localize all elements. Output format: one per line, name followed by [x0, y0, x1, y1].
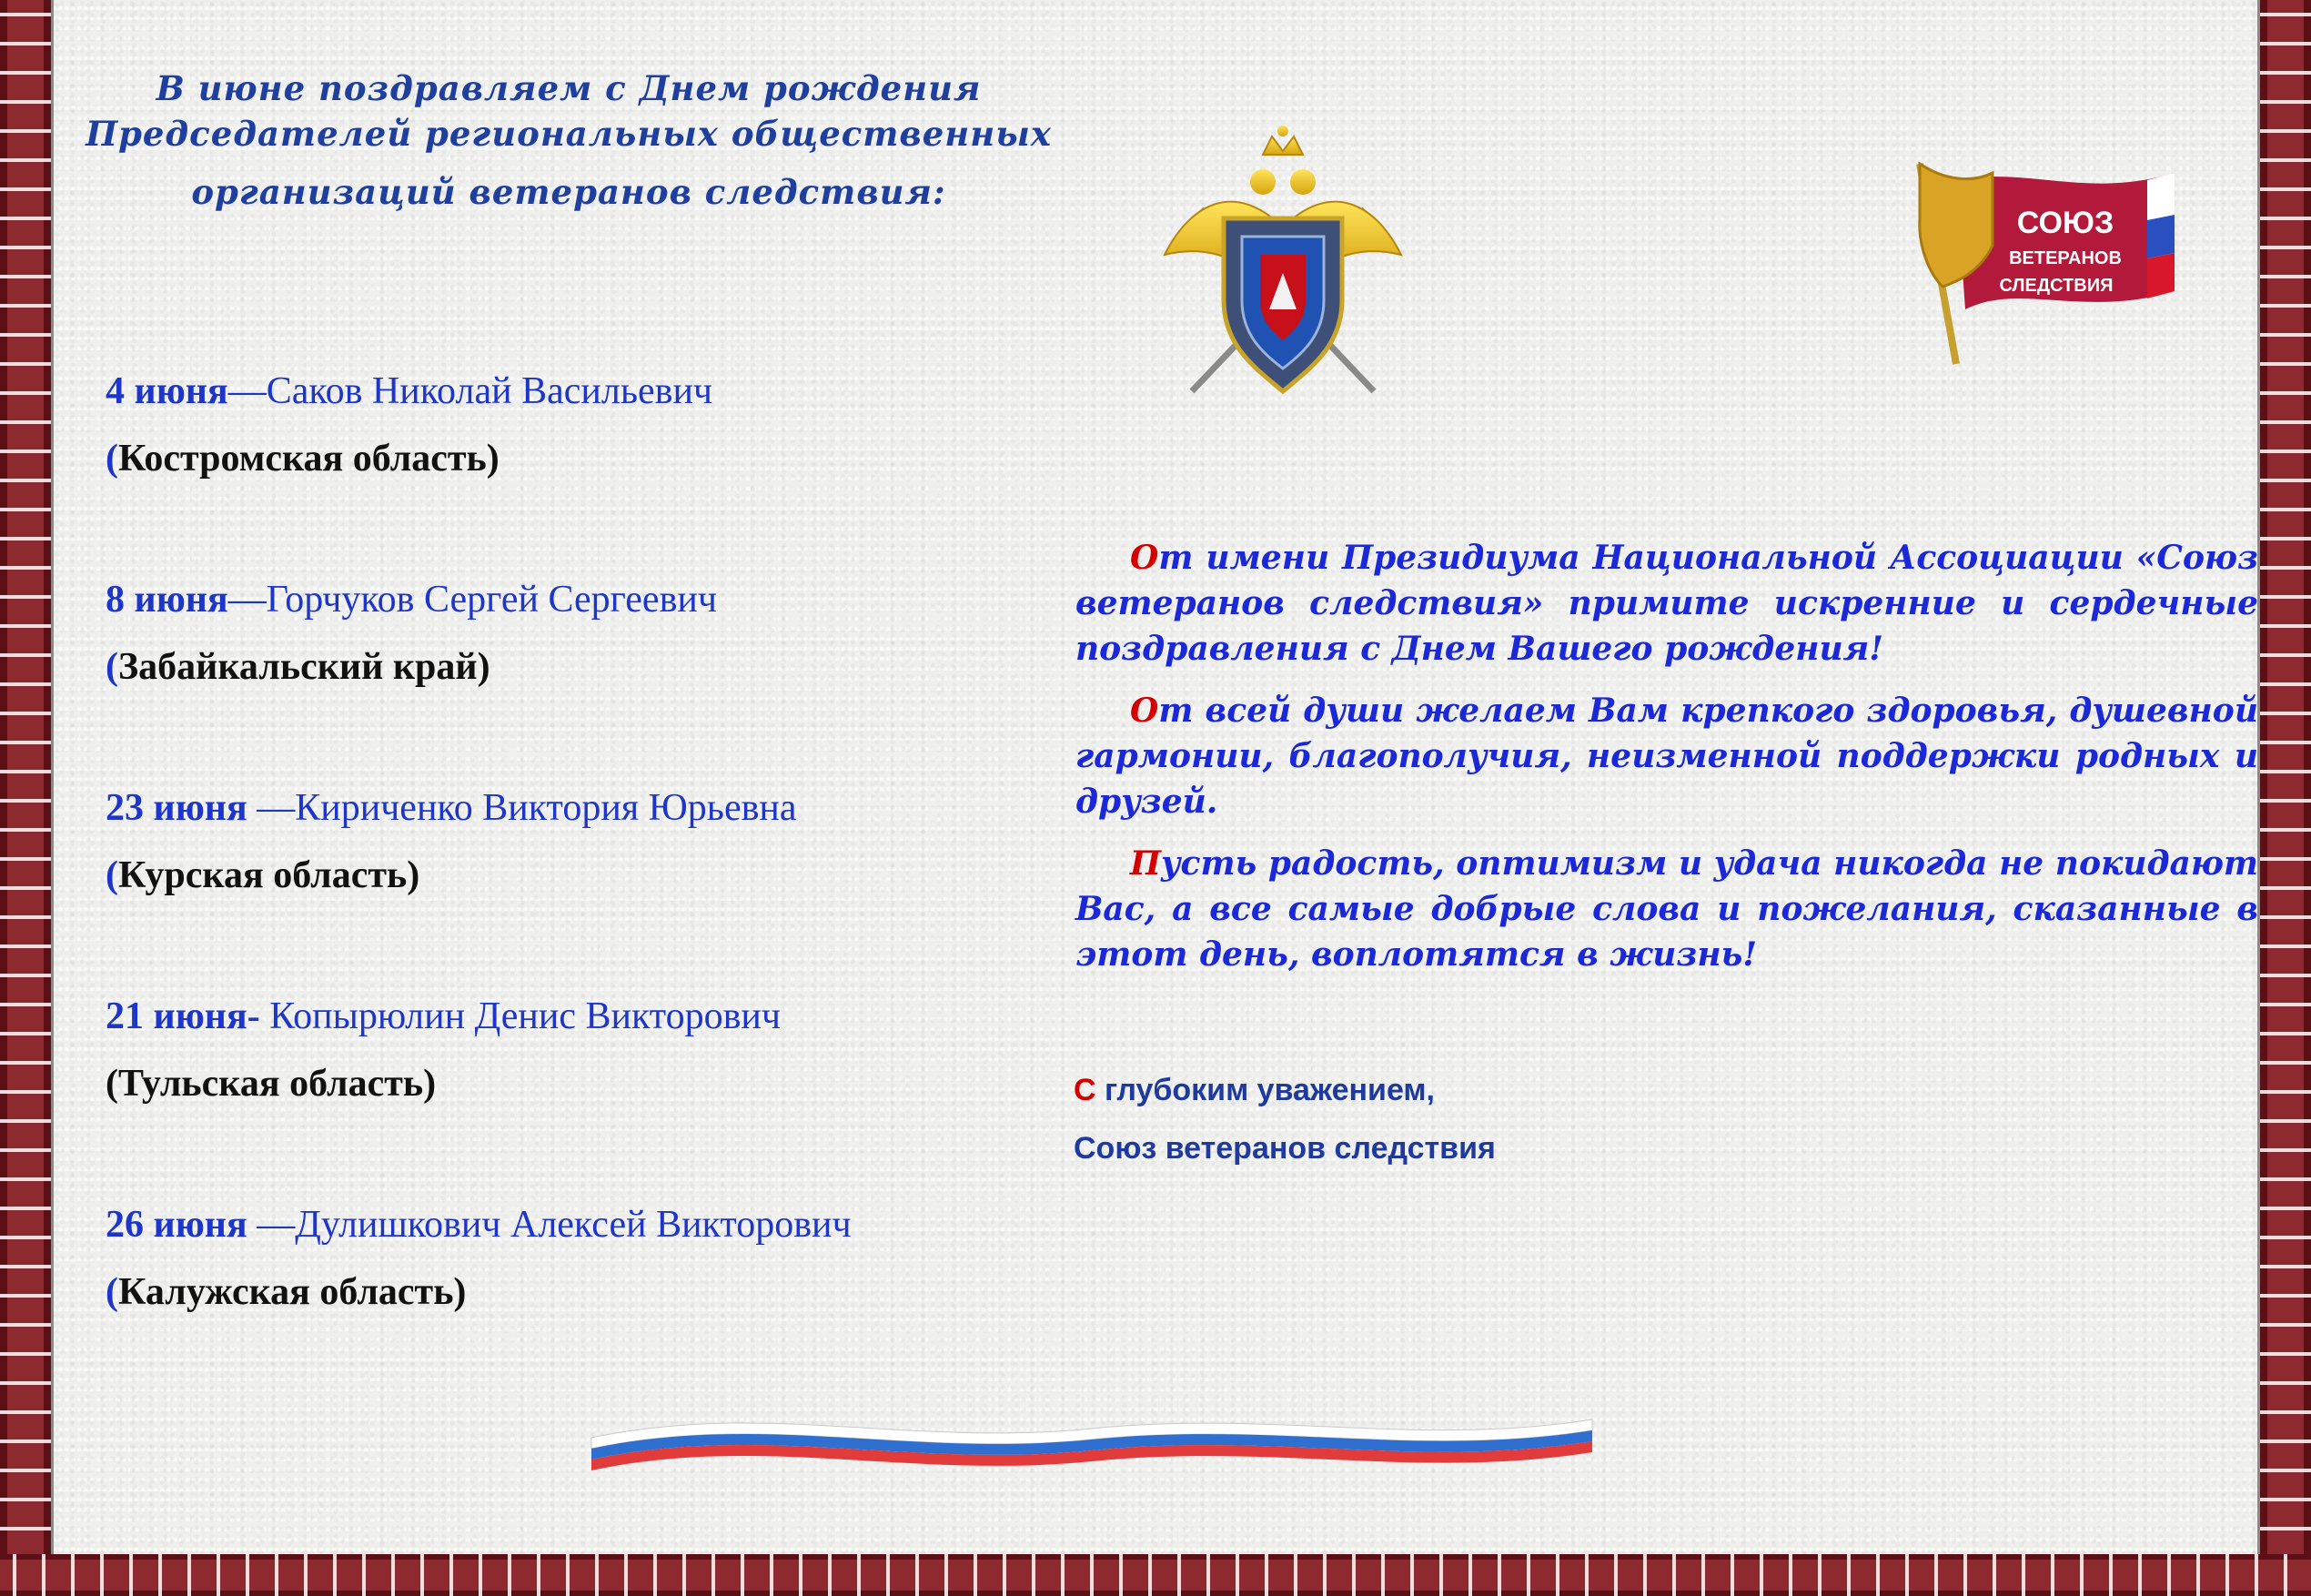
badge-line-2: ВЕТЕРАНОВ: [2009, 248, 2122, 268]
entry-date: 26 июня: [106, 1204, 247, 1246]
border-inner-line-left: [51, 0, 54, 1554]
birthday-entry: [106, 781, 1015, 989]
entry-name: Кириченко Виктория Юрьевна: [295, 787, 797, 829]
entry-separator: —: [247, 787, 296, 829]
entry-region: Забайкальский край): [118, 646, 490, 688]
entry-name: Саков Николай Васильевич: [266, 370, 713, 412]
page-heading: [64, 66, 1074, 215]
entry-name: Дулишкович Алексей Викторович: [295, 1204, 852, 1246]
drop-letter: О: [1130, 692, 1159, 730]
message-paragraph: [1075, 535, 2258, 672]
entry-date: 21 июня-: [106, 995, 260, 1037]
message-paragraph: [1075, 688, 2258, 824]
signature-cap: С: [1074, 1073, 1096, 1107]
paragraph-text: т всей души желаем Вам крепкого здоровья, душевной гармонии, благополучия, неизменной поддержки родных и друзей.: [1075, 692, 2258, 821]
entry-region: Калужская область): [118, 1271, 467, 1313]
veterans-union-badge-icon: [1902, 146, 2193, 373]
heading-line-3: организаций ветеранов следствия:: [191, 172, 946, 212]
signature-block: [1074, 1061, 1496, 1177]
entry-separator: —: [227, 370, 267, 412]
entry-date: 4 июня: [106, 370, 228, 412]
badge-line-3: СЛЕДСТВИЯ: [1999, 276, 2114, 296]
entry-date: 8 июня: [106, 579, 228, 621]
entry-paren: (: [106, 854, 118, 896]
birthday-entry: [106, 1197, 1015, 1406]
entry-region: Костромская область): [118, 438, 500, 480]
entry-region: Курская область): [118, 854, 420, 896]
signature-line-1: глубоким уважением,: [1095, 1073, 1436, 1107]
ornamental-border-right: [2260, 0, 2311, 1596]
entry-name: Горчуков Сергей Сергеевич: [266, 579, 718, 621]
entry-region: (Тульская область): [106, 1063, 437, 1105]
ornamental-border-bottom: [0, 1554, 2311, 1596]
entry-date: 23 июня: [106, 787, 247, 829]
congratulation-message: [1075, 535, 2258, 994]
birthday-entry: [106, 572, 1015, 781]
entry-paren: (: [106, 646, 118, 688]
paragraph-text: усть радость, оптимизм и удача никогда не покидают Вас, а все самые добрые слова и пожелания, сказанные в этот день, воплотятся в жизнь!: [1075, 844, 2258, 974]
entry-name: Копырюлин Денис Викторович: [269, 995, 782, 1037]
entry-separator: [260, 995, 270, 1037]
entry-separator: —: [247, 1204, 296, 1246]
birthday-entry: [106, 989, 1015, 1197]
message-paragraph: [1075, 841, 2258, 977]
investigative-committee-emblem-icon: [1156, 118, 1410, 409]
entry-paren: (: [106, 438, 118, 480]
heading-line-1: В июне поздравляем с Днем рождения: [156, 68, 982, 108]
birthday-entry: [106, 364, 1015, 572]
birthday-list: [106, 364, 1015, 1406]
entry-paren: (: [106, 1271, 118, 1313]
drop-letter: О: [1130, 539, 1159, 577]
badge-line-1: СОЮЗ: [2016, 206, 2114, 240]
paragraph-text: т имени Президиума Национальной Ассоциации «Союз ветеранов следствия» примите искренние и сердечные поздравления с Днем Вашего рождения!: [1075, 539, 2258, 668]
signature-line-2: Союз ветеранов следствия: [1074, 1131, 1496, 1166]
heading-line-2: Председателей региональных общественных: [86, 114, 1052, 154]
drop-letter: П: [1130, 844, 1162, 883]
ornamental-border-left: [0, 0, 51, 1596]
russian-flag-ribbon-icon: [582, 1383, 1601, 1474]
entry-separator: —: [227, 579, 267, 621]
